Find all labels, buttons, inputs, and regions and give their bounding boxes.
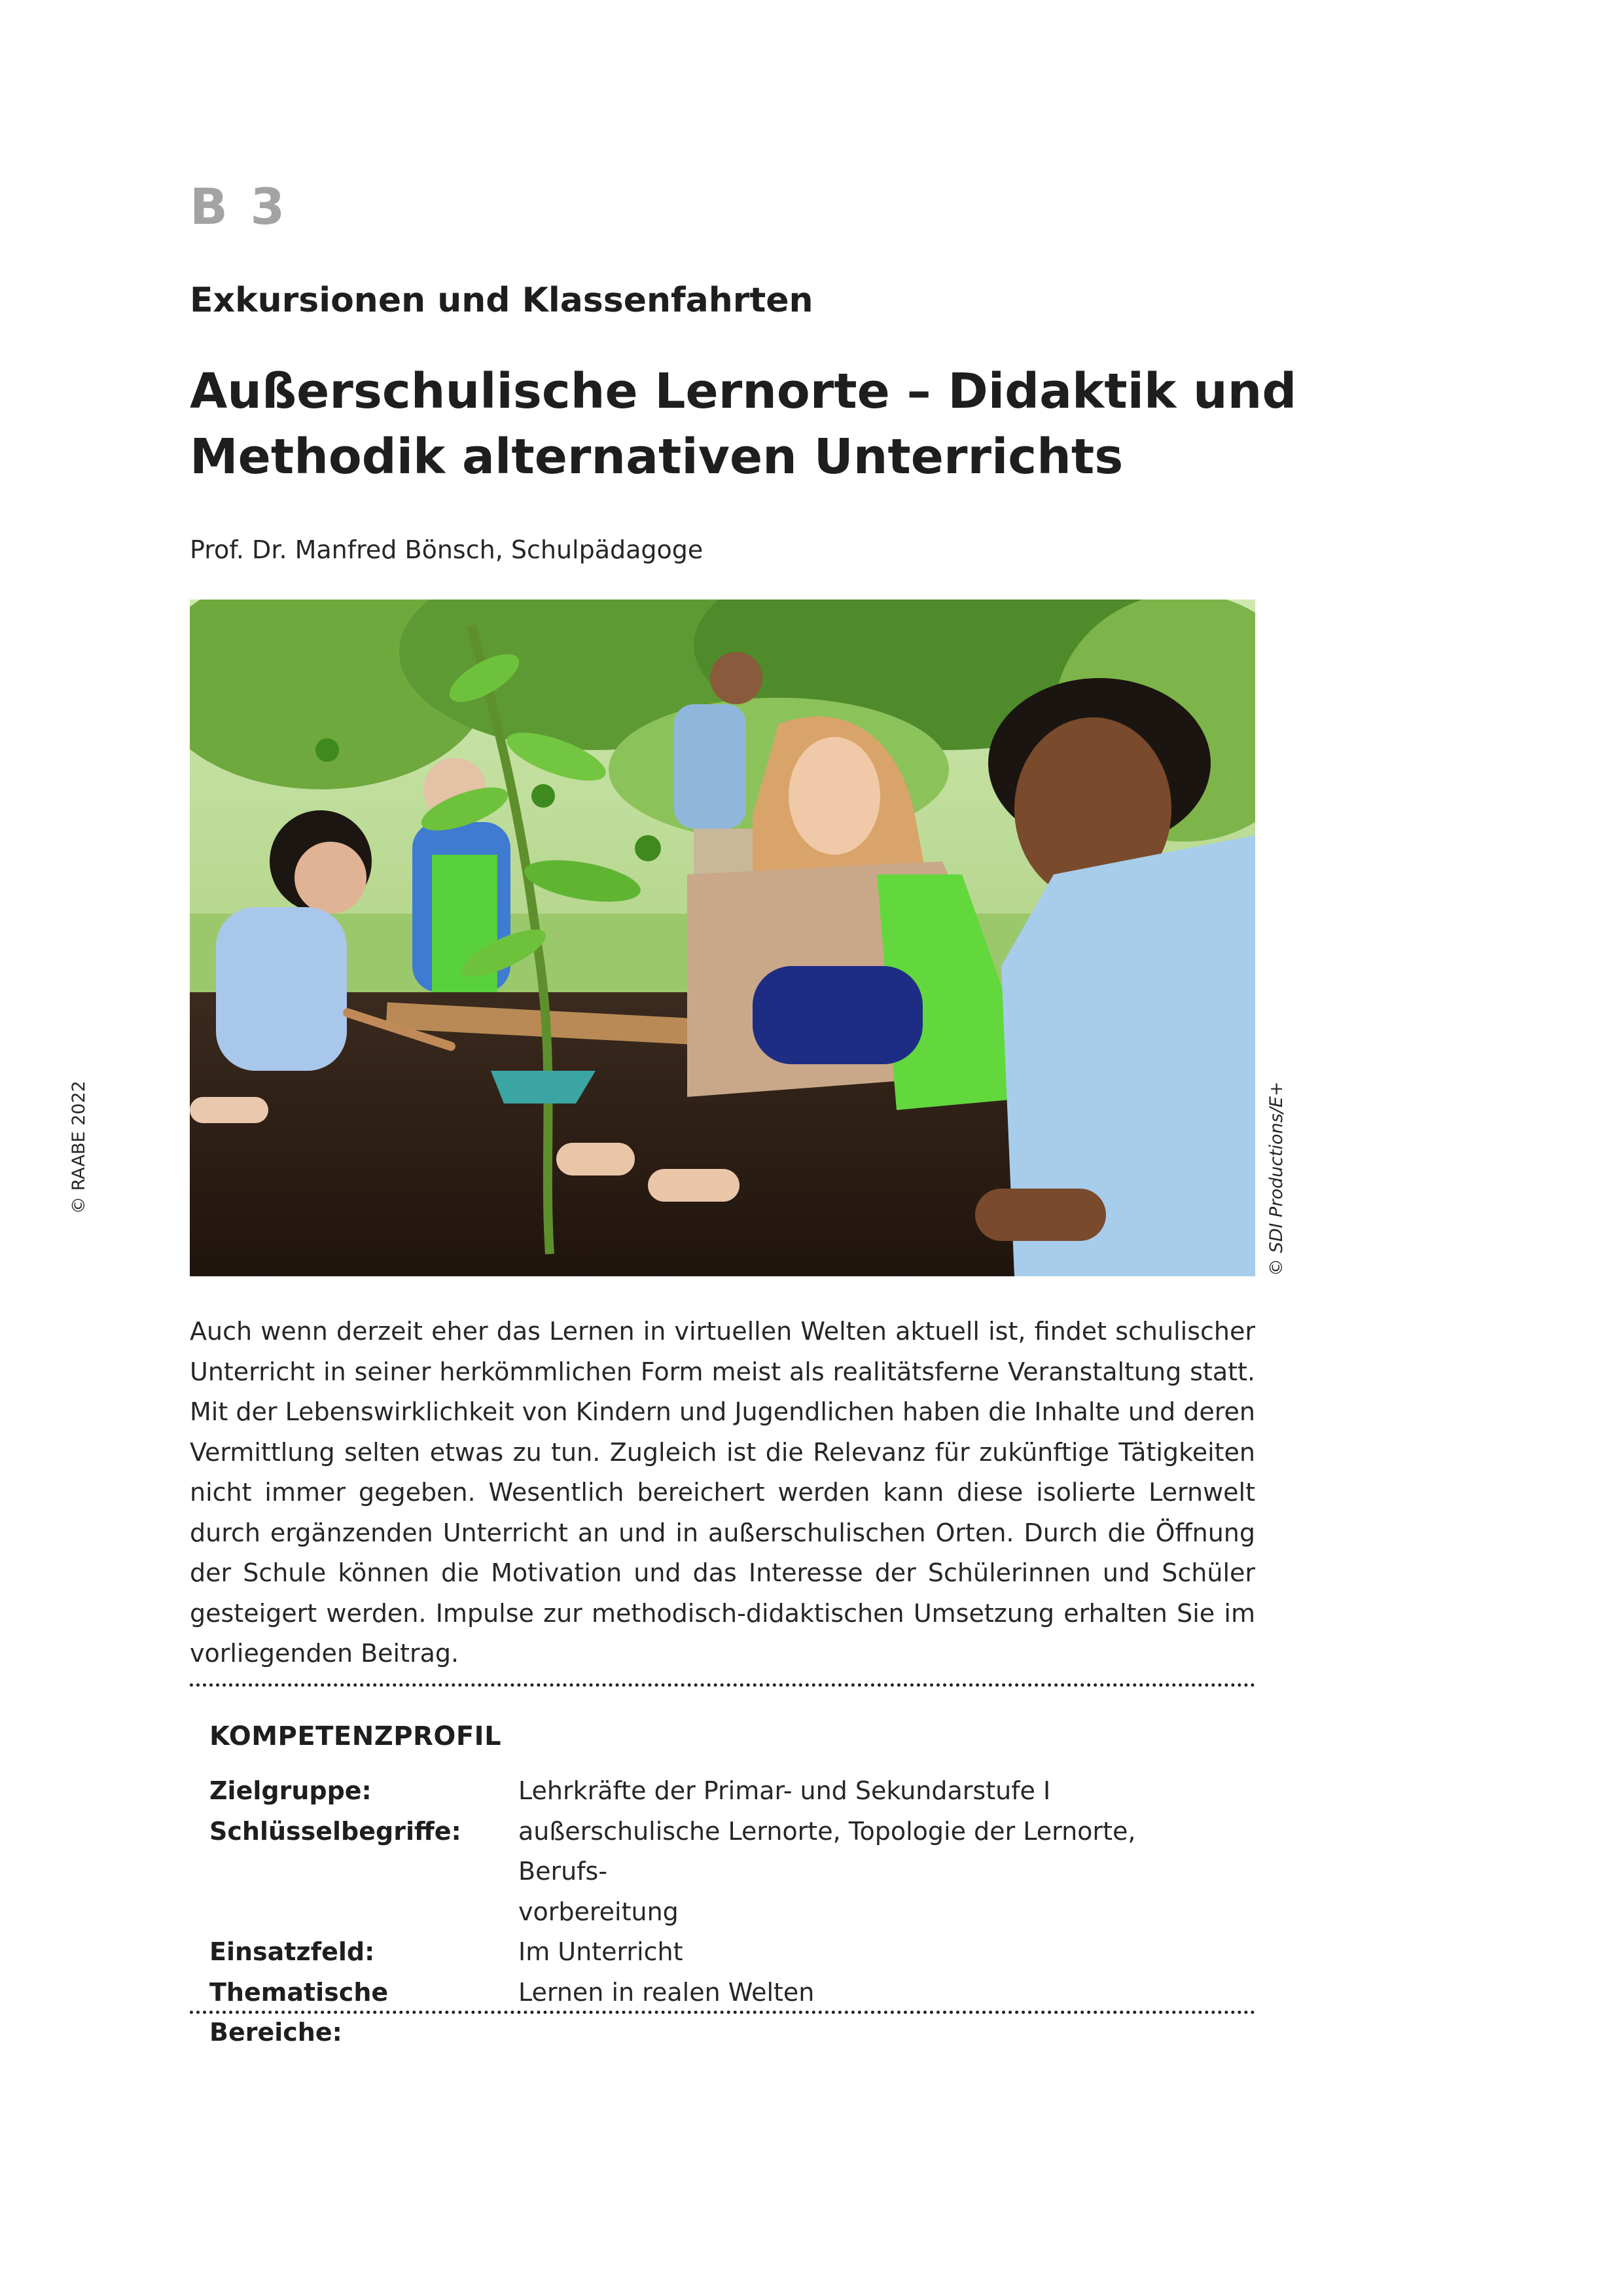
section-code: B 3	[190, 177, 288, 236]
publisher-copyright: © RAABE 2022	[69, 1081, 89, 1214]
row-key: Zielgruppe:	[209, 1776, 372, 1805]
photo-credit: © SDI Productions/E+	[1266, 1081, 1287, 1276]
row-value: Lehrkräfte der Primar- und Sekundarstufe I	[518, 1776, 1051, 1805]
author: Prof. Dr. Manfred Bönsch, Schulpädagoge	[190, 535, 704, 564]
dotted-divider-top	[190, 1683, 1255, 1687]
row-key: Thematische Bereiche:	[209, 1977, 389, 2047]
title-line-2: Methodik alternativen Unterrichts	[190, 429, 1124, 485]
page-title	[190, 359, 1302, 490]
intro-paragraph: Auch wenn derzeit eher das Lernen in virtuellen Welten aktuell ist, findet schulischer Unterricht in seiner herkömmlichen Form meist als realitätsferne Veranstaltung statt. Mit der Lebenswirklichkeit von Kindern und Jugendlichen haben die Inhalte und deren Vermittlung selten etwas zu tun. Zugleich ist die Relevanz für zukünftige Tätigkeiten nicht immer gegeben. Wesentlich bereichert werden kann diese isolierte Lernwelt durch ergänzenden Unterricht an und in außerschulischen Orten. Durch die Öffnung der Schule können die Motivation und das Interesse der Schülerinnen und Schüler gesteigert werden. Impulse zur methodisch-didaktischen Umsetzung erhalten Sie im vorliegenden Beitrag.	[190, 1317, 1255, 1668]
photo-children-gardening-icon	[190, 600, 1255, 1276]
row-value: außerschulische Lernorte, Topologie der Lernorte, Berufs- vorbereitung	[518, 1816, 1136, 1926]
kompetenzprofil-row	[209, 1771, 1173, 1812]
row-value: Im Unterricht	[518, 1937, 683, 1966]
row-key: Einsatzfeld:	[209, 1937, 375, 1966]
series-title: Exkursionen und Klassenfahrten	[190, 281, 813, 320]
kompetenzprofil-row	[209, 1812, 1173, 1933]
kompetenzprofil-row	[209, 1932, 1173, 1973]
kompetenzprofil-heading: KOMPETENZPROFIL	[209, 1721, 502, 1751]
row-value: Lernen in realen Welten	[518, 1977, 815, 2007]
title-line-1: Außerschulische Lernorte – Didaktik und	[190, 363, 1297, 420]
photo-children-gardening	[190, 600, 1255, 1276]
dotted-divider-bottom	[190, 2011, 1255, 2014]
row-key: Schlüsselbegriffe:	[209, 1816, 461, 1846]
